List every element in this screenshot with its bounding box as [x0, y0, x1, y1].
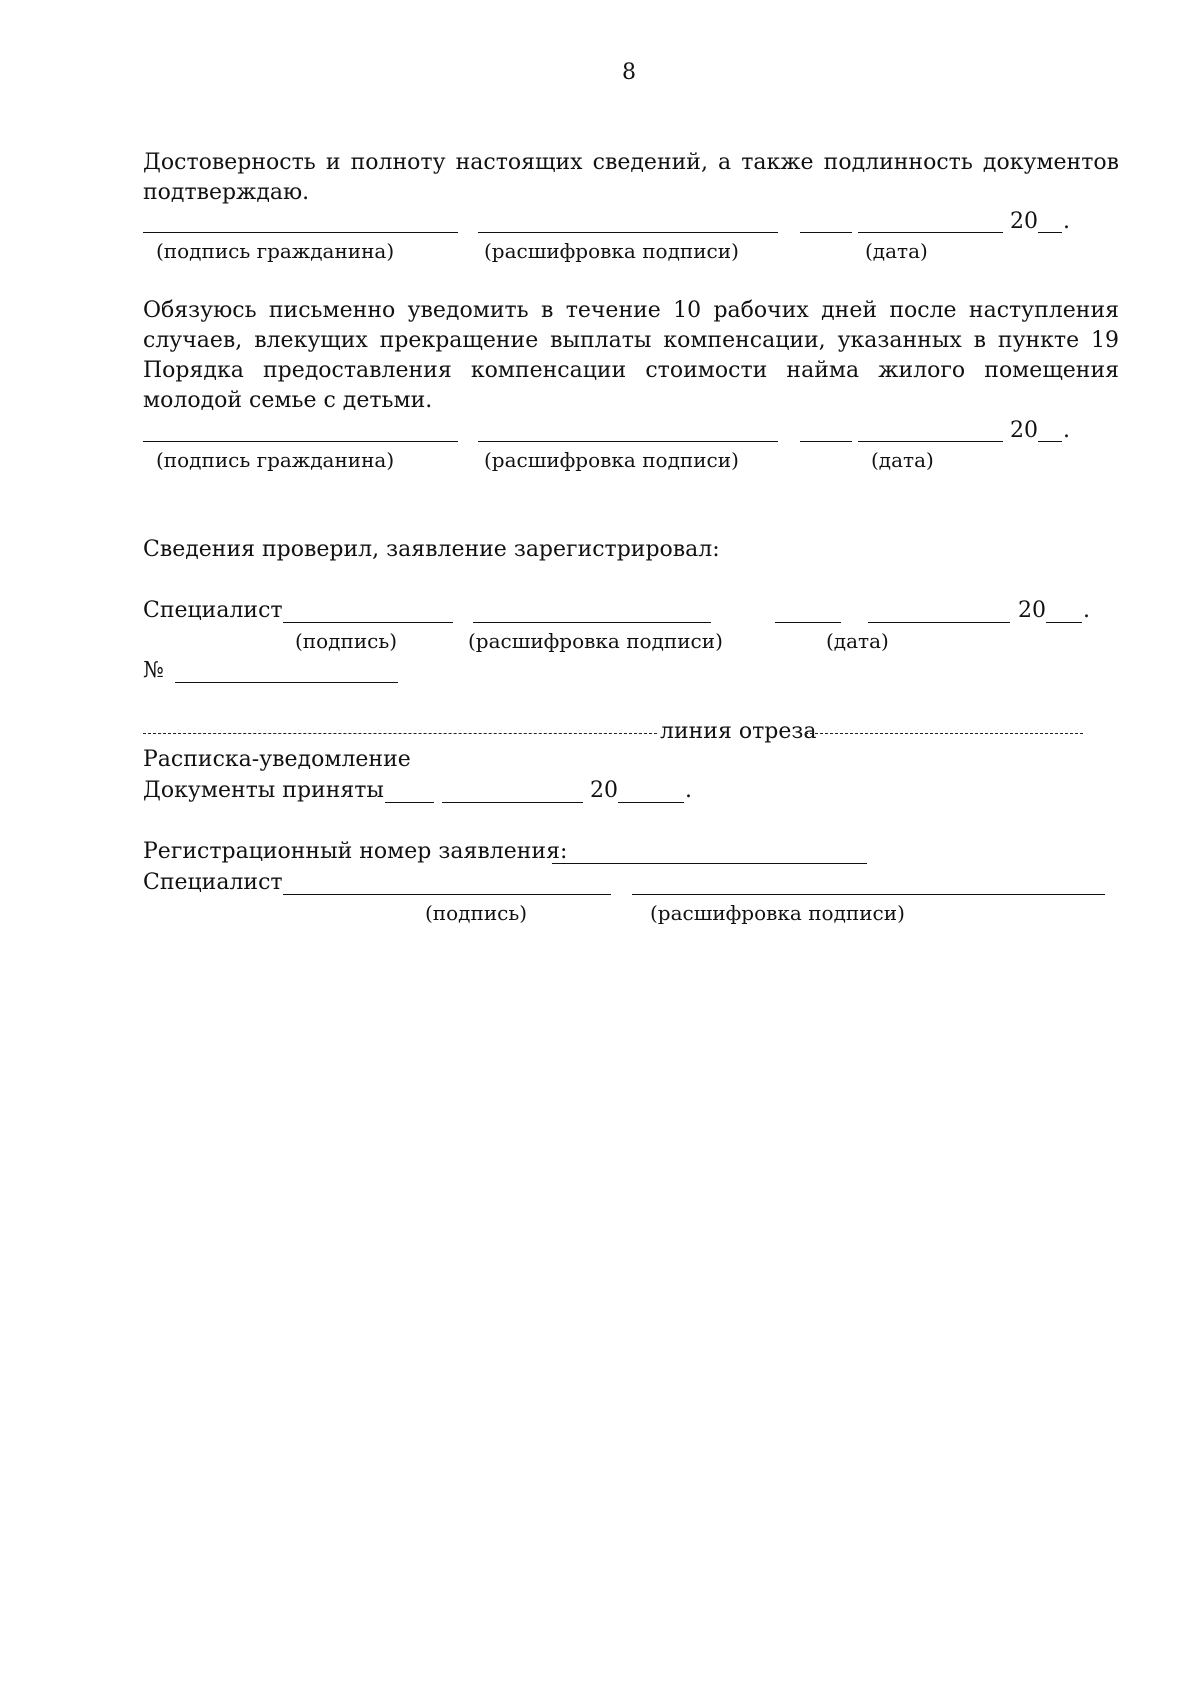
date-year-line[interactable]	[1038, 441, 1062, 442]
accepted-period: .	[685, 778, 692, 803]
registration-number-label: Регистрационный номер заявления:	[143, 839, 568, 864]
accepted-month-line[interactable]	[442, 802, 583, 803]
date-period: .	[1063, 418, 1070, 443]
page-number: 8	[622, 60, 636, 85]
caption-signature: (подпись)	[425, 901, 528, 925]
decoding-line[interactable]	[473, 622, 711, 623]
date-year: 20	[1018, 598, 1046, 623]
cut-line-left	[143, 733, 657, 734]
caption-date: (дата)	[871, 448, 934, 472]
caption-decoding: (расшифровка подписи)	[484, 239, 739, 263]
accepted-day-line[interactable]	[385, 802, 434, 803]
documents-accepted-label: Документы приняты	[143, 778, 384, 803]
signature-line[interactable]	[283, 894, 611, 895]
caption-signature: (подпись гражданина)	[156, 239, 395, 263]
date-year-line[interactable]	[1046, 622, 1082, 623]
date-day-line[interactable]	[775, 622, 841, 623]
date-day-line[interactable]	[800, 232, 852, 233]
signature-line[interactable]	[143, 441, 458, 442]
date-year: 20	[1010, 418, 1038, 443]
number-label: №	[143, 658, 164, 683]
date-month-line[interactable]	[868, 622, 1010, 623]
date-month-line[interactable]	[858, 232, 1003, 233]
date-day-line[interactable]	[800, 441, 852, 442]
date-period: .	[1063, 209, 1070, 234]
caption-decoding: (расшифровка подписи)	[650, 901, 905, 925]
caption-signature: (подпись гражданина)	[156, 448, 395, 472]
date-year-line[interactable]	[1038, 232, 1062, 233]
specialist-label: Специалист	[143, 598, 283, 623]
caption-decoding: (расшифровка подписи)	[484, 448, 739, 472]
caption-date: (дата)	[865, 239, 928, 263]
registration-number-line[interactable]	[552, 863, 867, 864]
receipt-specialist-label: Специалист	[143, 870, 283, 895]
caption-decoding: (расшифровка подписи)	[468, 629, 723, 653]
certification-text: Достоверность и полноту настоящих сведений, а также подлинность документов подтверждаю.	[143, 150, 1119, 205]
date-month-line[interactable]	[858, 441, 1003, 442]
receipt-title: Расписка-уведомление	[143, 747, 411, 772]
accepted-year: 20	[590, 778, 618, 803]
signature-line[interactable]	[283, 622, 453, 623]
decoding-line[interactable]	[478, 441, 778, 442]
date-period: .	[1083, 598, 1090, 623]
accepted-year-line[interactable]	[618, 802, 684, 803]
caption-signature: (подпись)	[295, 629, 398, 653]
cut-line-right	[805, 733, 1083, 734]
date-year: 20	[1010, 209, 1038, 234]
obligation-text: Обязуюсь письменно уведомить в течение 10 рабочих дней после наступления случаев, влекущих прекращение выплаты компенсации, указанных в пункте 19 Порядка предоставления компенсации стоимости найма жилого помещения молодой семье с детьми.	[143, 298, 1119, 413]
decoding-line[interactable]	[632, 894, 1105, 895]
decoding-line[interactable]	[478, 232, 778, 233]
signature-line[interactable]	[143, 232, 458, 233]
caption-date: (дата)	[826, 629, 889, 653]
cut-line-label: линия отреза	[660, 719, 817, 744]
verification-heading: Сведения проверил, заявление зарегистрировал:	[143, 537, 720, 562]
number-line[interactable]	[175, 682, 398, 683]
